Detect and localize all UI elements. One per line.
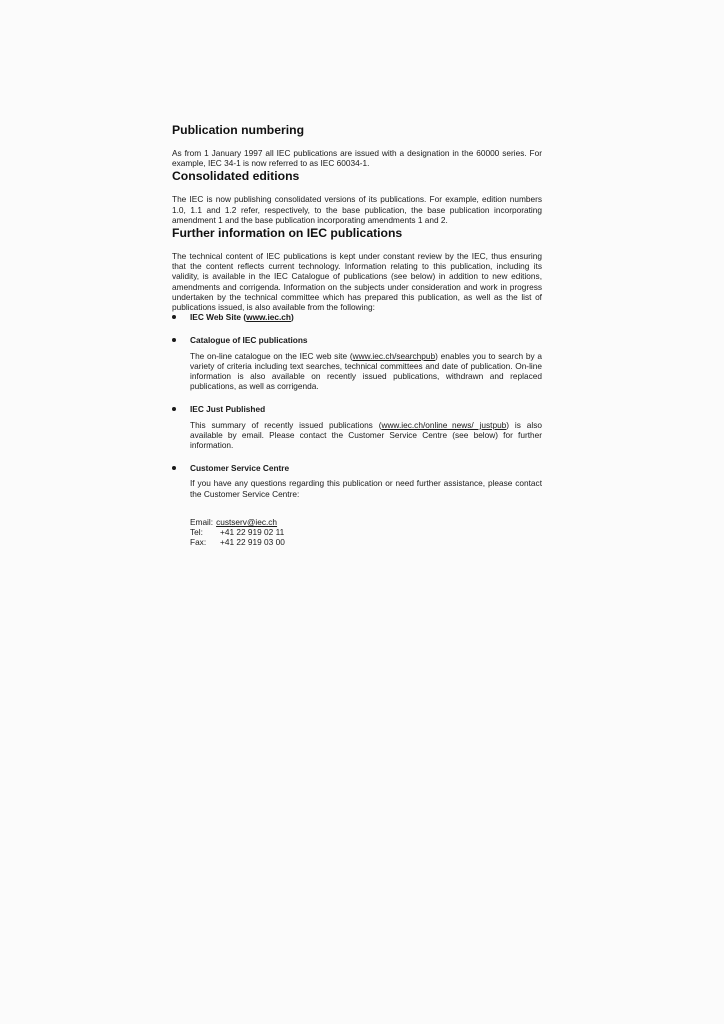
justpub-link[interactable]: www.iec.ch/online_news/ justpub bbox=[381, 419, 507, 430]
bullet-icon bbox=[172, 407, 176, 411]
customer-service-body: If you have any questions regarding this publication or need further assistance, please contact the Customer Service Centre: bbox=[190, 478, 542, 499]
contact-details bbox=[190, 517, 542, 548]
fax-value: +41 22 919 03 00 bbox=[220, 537, 285, 548]
contact-email-row bbox=[190, 517, 542, 527]
contact-tel-row bbox=[190, 527, 542, 537]
web-site-title: IEC Web Site (www.iec.ch) bbox=[190, 312, 294, 323]
catalogue-title: Catalogue of IEC publications bbox=[190, 335, 308, 346]
tel-value: +41 22 919 02 11 bbox=[220, 527, 285, 538]
bullet-icon bbox=[172, 338, 176, 342]
section-heading-publication-numbering: Publication numbering bbox=[172, 123, 305, 137]
bullet-icon bbox=[172, 315, 176, 319]
searchpub-link[interactable]: www.iec.ch/searchpub bbox=[352, 350, 436, 361]
catalogue-body bbox=[190, 351, 542, 392]
email-link[interactable]: custserv@iec.ch bbox=[216, 516, 278, 527]
section-heading-further-information: Further information on IEC publications bbox=[172, 226, 403, 241]
list-item-just-published bbox=[172, 404, 542, 450]
list-item-customer-service bbox=[172, 463, 542, 547]
iec-web-site-link[interactable]: www.iec.ch bbox=[246, 312, 291, 323]
just-published-body bbox=[190, 420, 542, 451]
section-body-further-information: The technical content of IEC publications is kept under constant review by the IEC, thus ensuring that the content reflects current technology. Information relating to this publication, including its validity, is available in the IEC Catalogue of publications (see below) in addition to new editions, amendments and corrigenda. Information on the subjects under consideration and work in progress undertaken by the technical committee which has prepared this publication, as well as the list of publications issued, is also available from the following: bbox=[172, 251, 542, 313]
contact-fax-row bbox=[190, 537, 542, 547]
tel-label: Tel: bbox=[190, 527, 203, 538]
just-published-body-before: This summary of recently issued publications ( bbox=[190, 419, 382, 430]
fax-label: Fax: bbox=[190, 537, 207, 548]
document-page bbox=[172, 122, 542, 560]
customer-service-title: Customer Service Centre bbox=[190, 463, 290, 474]
list-item-catalogue bbox=[172, 335, 542, 391]
section-heading-consolidated-editions: Consolidated editions bbox=[172, 169, 300, 184]
catalogue-body-before: The on-line catalogue on the IEC web site ( bbox=[190, 350, 353, 361]
list-item-web-site bbox=[172, 312, 542, 322]
just-published-title: IEC Just Published bbox=[190, 404, 266, 415]
catalogue-body-after: ) enables you to search by a variety of criteria including text searches, technical committees and date of publication. On-line information is also available on recently issued publications, withdrawn and replaced publications, as well as corrigenda. bbox=[190, 350, 542, 392]
web-site-title-text: IEC Web Site bbox=[190, 312, 242, 323]
info-sources-list bbox=[172, 312, 542, 547]
section-body-publication-numbering: As from 1 January 1997 all IEC publications are issued with a designation in the 60000 series. For example, IEC 34-1 is now referred to as IEC 60034-1. bbox=[172, 148, 542, 169]
section-body-consolidated-editions: The IEC is now publishing consolidated versions of its publications. For example, edition numbers 1.0, 1.1 and 1.2 refer, respectively, to the base publication, the base publication incorporating amendment 1 and the base publication incorporating amendments 1 and 2. bbox=[172, 194, 542, 225]
email-label: Email: bbox=[190, 516, 214, 527]
bullet-icon bbox=[172, 466, 176, 470]
just-published-body-after: ) is also available by email. Please contact the Customer Service Centre (see below) for further information. bbox=[190, 419, 542, 451]
